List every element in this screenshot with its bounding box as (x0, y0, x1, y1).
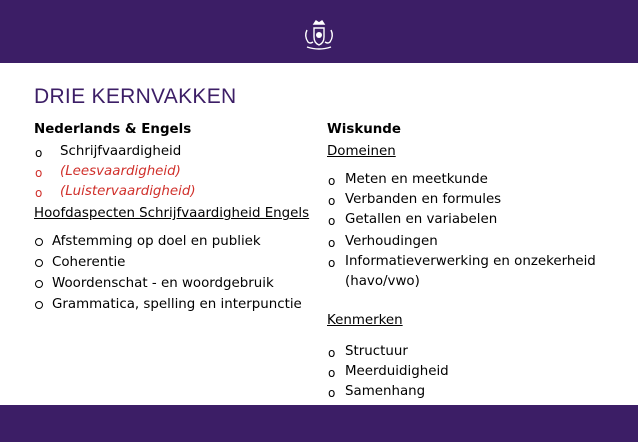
bullet-o-icon: o (328, 386, 336, 400)
list-item: Meerduidigheid (345, 364, 449, 379)
list-item: Verbanden en formules (345, 192, 502, 207)
list-item-continuation: (havo/vwo) (345, 274, 420, 289)
bullet-o-icon: o (328, 194, 336, 208)
bullet-o-icon: o (328, 174, 336, 188)
circle-bullet-icon (35, 259, 43, 267)
list-item: Informatieverwerking en onzekerheid (345, 254, 596, 269)
bullet-o-icon: o (328, 346, 336, 360)
bullet-o-icon: o (328, 214, 336, 228)
list-item: Structuur (345, 344, 408, 359)
bullet-o-icon: o (328, 366, 336, 380)
header-bar (0, 0, 638, 63)
bullet-o-icon: o (35, 166, 43, 180)
left-subheading: Hoofdaspecten Schrijfvaardigheid Engels (34, 206, 310, 221)
circle-bullet-icon (35, 280, 43, 288)
features-label: Kenmerken (327, 313, 403, 328)
bullet-o-icon: o (35, 146, 43, 160)
list-item: Grammatica, spelling en interpunctie (52, 297, 302, 312)
list-item: Meten en meetkunde (345, 172, 488, 187)
bullet-o-icon: o (328, 236, 336, 250)
circle-bullet-icon (35, 301, 43, 309)
list-item: Verhoudingen (345, 234, 438, 249)
bullet-o-icon: o (35, 186, 43, 200)
list-item: (Luistervaardigheid) (60, 184, 196, 199)
right-heading: Wiskunde (327, 122, 401, 137)
list-item: Getallen en variabelen (345, 212, 498, 227)
bullet-o-icon: o (328, 256, 336, 270)
list-item: Samenhang (345, 384, 426, 399)
left-heading: Nederlands & Engels (34, 122, 192, 137)
list-item: Coherentie (52, 255, 126, 270)
list-item: (Leesvaardigheid) (60, 164, 181, 179)
circle-bullet-icon (35, 238, 43, 246)
list-item: Woordenschat - en woordgebruik (52, 276, 274, 291)
slide-title: DRIE KERNVAKKEN (34, 85, 237, 108)
list-item: Afstemming op doel en publiek (52, 234, 261, 249)
list-item: Schrijfvaardigheid (60, 144, 182, 159)
footer-bar (0, 405, 638, 442)
domains-label: Domeinen (327, 144, 396, 159)
coat-of-arms-icon (302, 20, 336, 50)
